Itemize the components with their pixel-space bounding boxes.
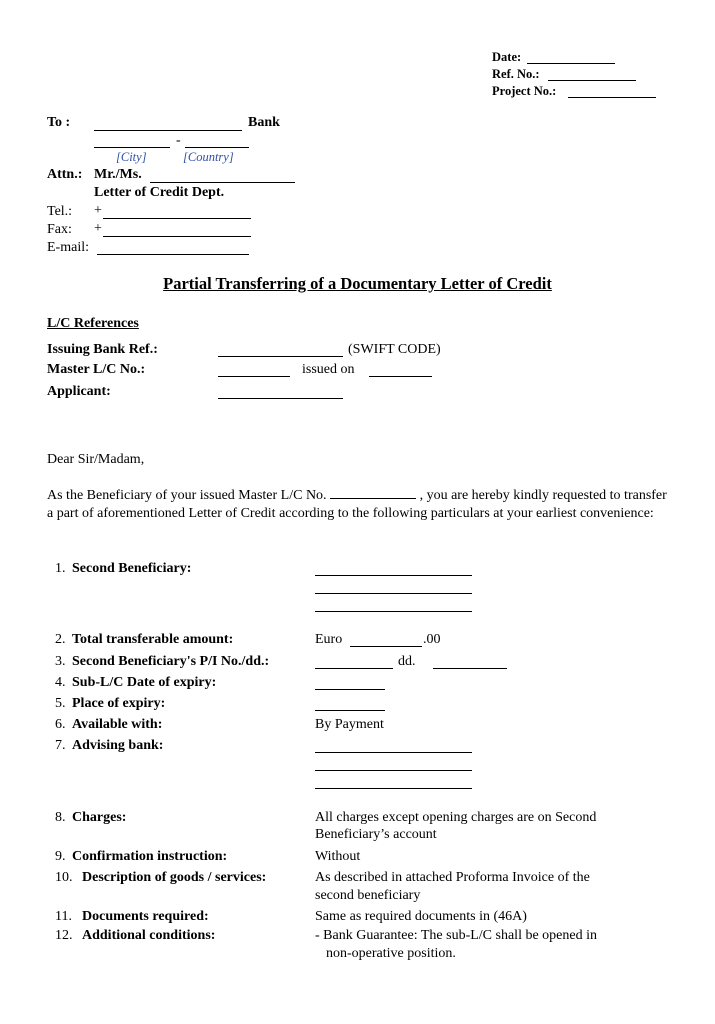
item-8-number: 8. xyxy=(55,810,66,825)
item-12-label: Additional conditions: xyxy=(82,928,216,943)
available-with-value: By Payment xyxy=(315,717,384,732)
item-11-label: Documents required: xyxy=(82,909,209,924)
item-4-number: 4. xyxy=(55,675,66,690)
contact-name-field[interactable] xyxy=(150,182,295,183)
second-beneficiary-field-2[interactable] xyxy=(315,593,472,594)
project-no-field[interactable] xyxy=(568,97,656,98)
description-value-line-1: As described in attached Proforma Invoice of the xyxy=(315,870,590,885)
fax-field[interactable] xyxy=(103,236,251,237)
master-lc-label: Master L/C No.: xyxy=(47,362,146,377)
request-paragraph xyxy=(47,486,667,523)
item-10-label: Description of goods / services: xyxy=(82,870,267,885)
item-2-number: 2. xyxy=(55,632,66,647)
attn-label: Attn.: xyxy=(47,167,83,182)
item-7-label: Advising bank: xyxy=(72,738,164,753)
lc-references-heading: L/C References xyxy=(47,316,139,331)
request-paragraph-prefix: As the Beneficiary of your issued Master L/C No. xyxy=(47,488,327,503)
item-8-label: Charges: xyxy=(72,810,127,825)
second-beneficiary-field-1[interactable] xyxy=(315,575,472,576)
request-paragraph-suffix: , you are hereby kindly requested to transfer a part of aforementioned Letter of Credit according to the following particulars at your earliest convenience: xyxy=(47,488,667,521)
master-lc-field[interactable] xyxy=(218,376,290,377)
salutation: Dear Sir/Madam, xyxy=(47,452,145,467)
issuing-bank-ref-field[interactable] xyxy=(218,356,343,357)
item-5-label: Place of expiry: xyxy=(72,696,166,711)
city-hint: [City] xyxy=(116,150,147,164)
place-of-expiry-field[interactable] xyxy=(315,710,385,711)
amount-suffix: .00 xyxy=(423,632,441,647)
swift-code-label: (SWIFT CODE) xyxy=(348,342,441,357)
charges-value-line-2: Beneficiary’s account xyxy=(315,827,437,842)
applicant-label: Applicant: xyxy=(47,384,111,399)
date-label: Date: xyxy=(492,50,522,64)
project-no-label: Project No.: xyxy=(492,84,557,98)
amount-field[interactable] xyxy=(350,646,422,647)
email-label: E-mail: xyxy=(47,240,89,255)
email-field[interactable] xyxy=(97,254,249,255)
item-3-number: 3. xyxy=(55,654,66,669)
country-field[interactable] xyxy=(185,147,249,148)
confirmation-value: Without xyxy=(315,849,361,864)
master-lc-no-inline-field[interactable] xyxy=(330,486,416,499)
item-1-number: 1. xyxy=(55,561,66,576)
ref-no-label: Ref. No.: xyxy=(492,67,540,81)
additional-conditions-line-2: non-operative position. xyxy=(326,946,456,961)
item-4-label: Sub-L/C Date of expiry: xyxy=(72,675,217,690)
fax-plus: + xyxy=(94,221,102,236)
pi-no-field[interactable] xyxy=(315,668,393,669)
fax-label: Fax: xyxy=(47,222,72,237)
mrms-label: Mr./Ms. xyxy=(94,167,142,182)
issuing-bank-ref-label: Issuing Bank Ref.: xyxy=(47,342,158,357)
issued-on-label: issued on xyxy=(302,362,355,377)
item-7-number: 7. xyxy=(55,738,66,753)
additional-conditions-line-1: - Bank Guarantee: The sub-L/C shall be opened in xyxy=(315,928,597,943)
advising-bank-field-2[interactable] xyxy=(315,770,472,771)
country-hint: [Country] xyxy=(183,150,234,164)
item-6-label: Available with: xyxy=(72,717,163,732)
expiry-date-field[interactable] xyxy=(315,689,385,690)
city-country-dash: - xyxy=(176,133,181,148)
date-field[interactable] xyxy=(527,63,615,64)
second-beneficiary-field-3[interactable] xyxy=(315,611,472,612)
item-3-label: Second Beneficiary's P/I No./dd.: xyxy=(72,654,270,669)
item-9-number: 9. xyxy=(55,849,66,864)
item-11-number: 11. xyxy=(55,909,72,924)
tel-label: Tel.: xyxy=(47,204,73,219)
tel-plus: + xyxy=(94,203,102,218)
item-10-number: 10. xyxy=(55,870,73,885)
issued-on-field[interactable] xyxy=(369,376,432,377)
tel-field[interactable] xyxy=(103,218,251,219)
item-9-label: Confirmation instruction: xyxy=(72,849,228,864)
advising-bank-field-1[interactable] xyxy=(315,752,472,753)
pi-dd-label: dd. xyxy=(398,654,416,669)
advising-bank-field-3[interactable] xyxy=(315,788,472,789)
dept-label: Letter of Credit Dept. xyxy=(94,185,225,200)
ref-no-field[interactable] xyxy=(548,80,636,81)
charges-value-line-1: All charges except opening charges are on Second xyxy=(315,810,597,825)
item-5-number: 5. xyxy=(55,696,66,711)
pi-date-field[interactable] xyxy=(433,668,507,669)
document-title: Partial Transferring of a Documentary Letter of Credit xyxy=(163,274,552,293)
bank-name-field[interactable] xyxy=(94,130,242,131)
to-label: To : xyxy=(47,115,71,130)
currency-label: Euro xyxy=(315,632,343,647)
applicant-field[interactable] xyxy=(218,398,343,399)
city-field[interactable] xyxy=(94,147,170,148)
item-6-number: 6. xyxy=(55,717,66,732)
description-value-line-2: second beneficiary xyxy=(315,888,421,903)
item-12-number: 12. xyxy=(55,928,73,943)
item-2-label: Total transferable amount: xyxy=(72,632,234,647)
bank-label: Bank xyxy=(248,115,280,130)
documents-required-value: Same as required documents in (46A) xyxy=(315,909,527,924)
item-1-label: Second Beneficiary: xyxy=(72,561,192,576)
